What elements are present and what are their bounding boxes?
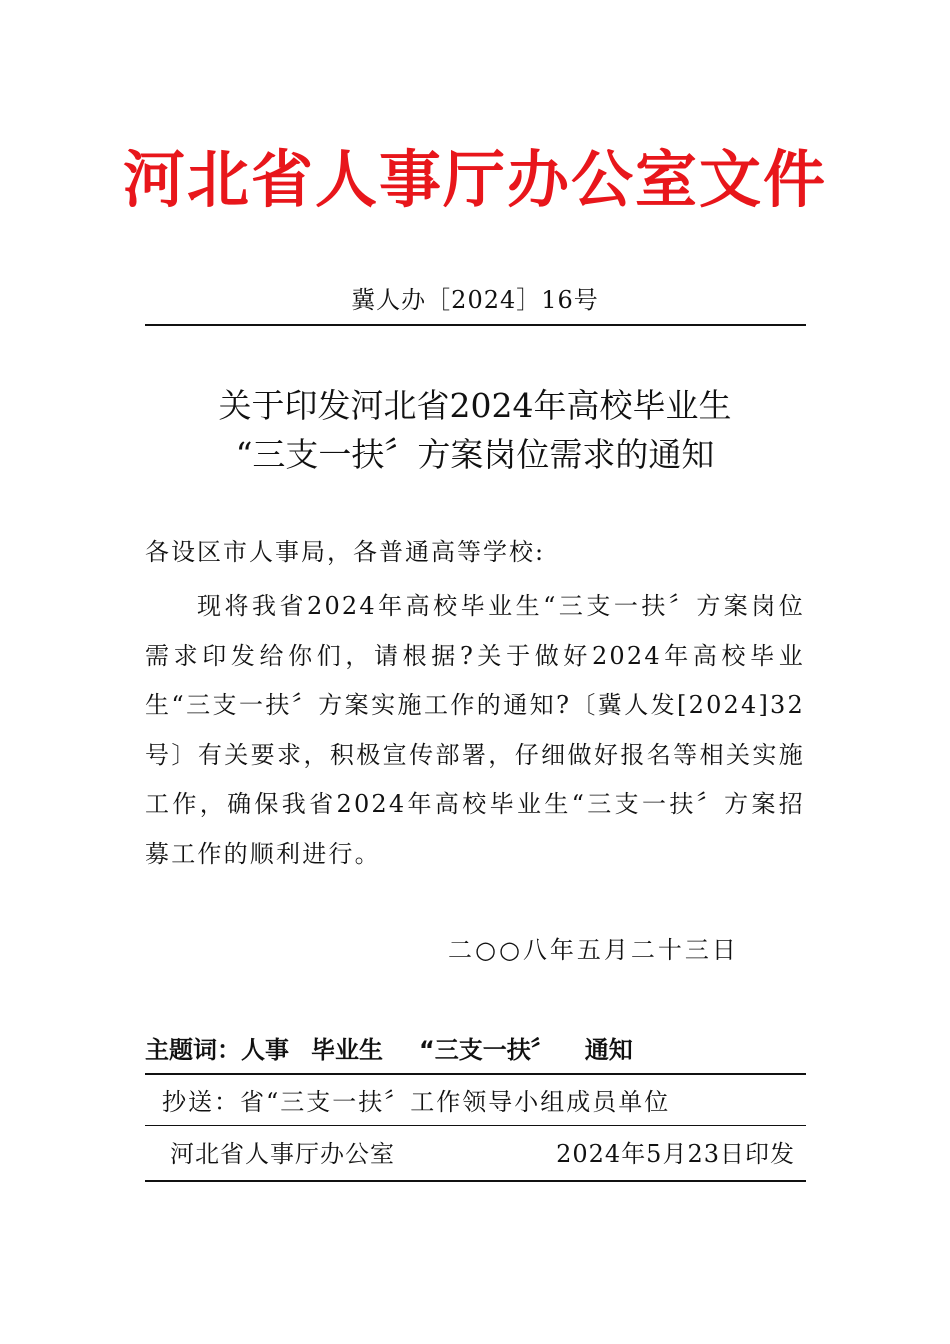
salutation: 各设区市人事局，各普通高等学校: [145, 538, 546, 566]
subject-title-line-2: “三支一扶〞方案岗位需求的通知 [235, 435, 715, 474]
keyword: 人事 [241, 1036, 289, 1064]
keywords-divider [145, 1073, 806, 1075]
keyword: 通知 [584, 1036, 633, 1064]
cc-line: 抄送：省“三支一扶〞工作领导小组成员单位 [162, 1088, 671, 1116]
issue-date: 2024年5月23日印发 [556, 1140, 795, 1168]
document-number: 冀人办［2024］16号 [351, 286, 599, 314]
keyword: 毕业生 [311, 1036, 383, 1064]
document-header-title: 河北省人事厅办公室文件 [122, 143, 827, 216]
keyword: “三支一扶〞 [419, 1036, 555, 1064]
keywords-line [145, 1030, 633, 1070]
cc-divider [145, 1125, 806, 1126]
subject-title-line-1: 关于印发河北省2024年高校毕业生 [218, 386, 732, 425]
issuer: 河北省人事厅办公室 [170, 1140, 395, 1168]
body-paragraph: 现将我省2024年高校毕业生“三支一扶〞方案岗位需求印发给你们，请根据?关于做好2024年高校毕业生“三支一扶〞方案实施工作的通知?〔冀人发[2024]32号〕有关要求，积极宣传部署，仔细做好报名等相关实施工作，确保我省2024年高校毕业生“三支一扶〞方案招募工作的顺利进行。 [145, 592, 805, 868]
document-date: 二○○八年五月二十三日 [448, 936, 739, 964]
header-divider [145, 324, 806, 326]
footer-divider [145, 1180, 806, 1182]
keywords-label: 主题词： [145, 1036, 241, 1064]
